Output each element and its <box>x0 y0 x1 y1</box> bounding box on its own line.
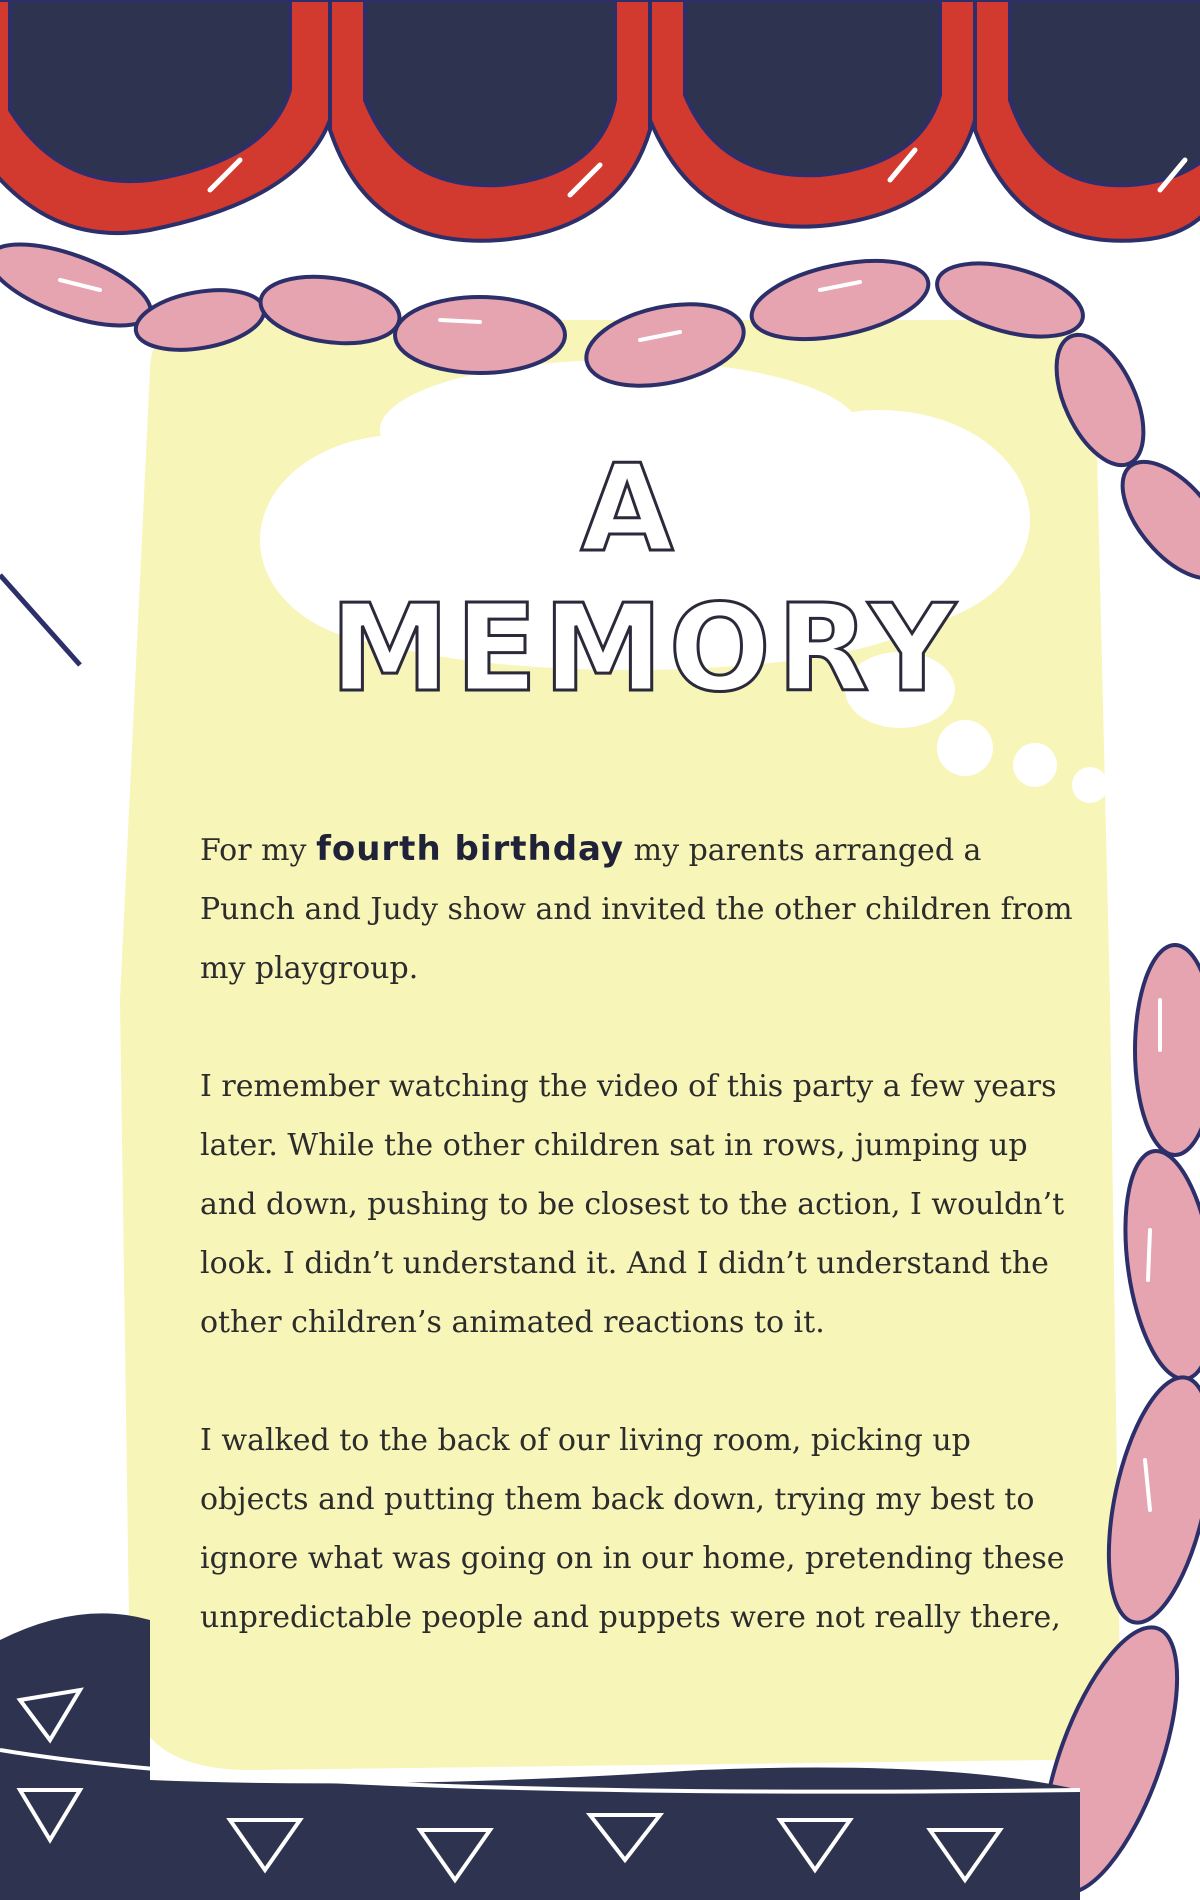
top-balloon-garland <box>0 0 1200 241</box>
paragraph-1-start: For my <box>200 833 307 868</box>
paragraph-1-end: my parents arranged a Punch and Judy show and invited the other children from my playgroup. <box>200 833 1073 986</box>
page-title: A MEMORY <box>330 440 962 719</box>
paragraph-2: I remember watching the video of this party a few years later. While the other children sat in rows, jumping up and down, pushing to be closest to the action, I wouldn’t look. I didn’t understand it. And I didn’t understand the other children’s animated reactions to it. <box>200 1069 1065 1340</box>
handwritten-highlight: fourth birthday <box>316 829 625 869</box>
paragraph-3: I walked to the back of our living room, picking up objects and putting them back down, trying my best to ignore what was going on in our home, pretending these unpredictable people and puppets were not really there, <box>200 1423 1065 1635</box>
balloon-string <box>0 575 80 665</box>
paragraph-1 <box>200 820 1080 998</box>
memory-text <box>200 820 1080 1706</box>
